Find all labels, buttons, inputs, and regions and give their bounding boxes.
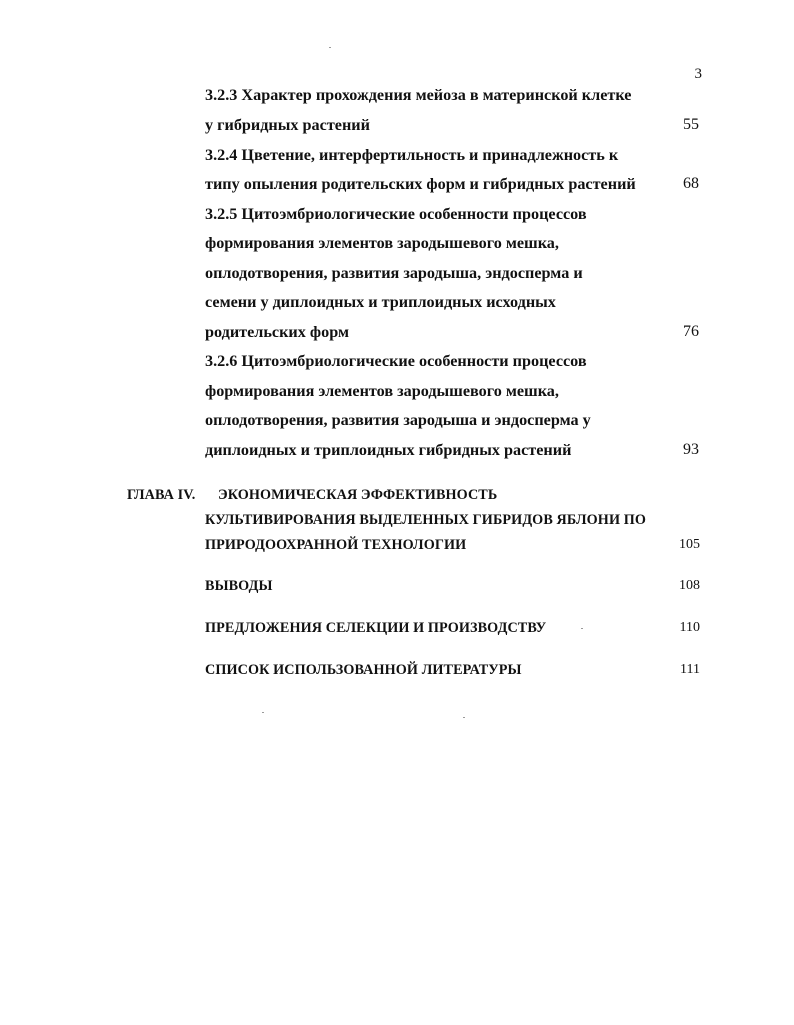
toc-page-ref: 76 [683, 323, 699, 340]
toc-line: оплодотворения, развития зародыша и эндосперма у [205, 411, 591, 429]
toc-line: семени у диплоидных и триплоидных исходных [205, 293, 556, 311]
scan-speck [329, 47, 331, 48]
toc-line: типу опыления родительских форм и гибридных растений [205, 175, 636, 193]
toc-line: 3.2.5 Цитоэмбриологические особенности процессов [205, 205, 587, 223]
toc-page-ref: 105 [679, 537, 700, 552]
scan-speck [262, 712, 264, 713]
toc-line: 3.2.6 Цитоэмбриологические особенности процессов [205, 352, 587, 370]
chapter-label: ГЛАВА IV. [127, 487, 196, 503]
toc-page-ref: 110 [679, 620, 700, 635]
toc-line: 3.2.3 Характер прохождения мейоза в материнской клетке [205, 86, 632, 104]
scan-speck [463, 717, 465, 718]
scan-speck [581, 628, 583, 629]
toc-page-ref: 111 [680, 662, 700, 677]
toc-entry-proposals: ПРЕДЛОЖЕНИЯ СЕЛЕКЦИИ И ПРОИЗВОДСТВУ [205, 620, 547, 636]
chapter-title-line: КУЛЬТИВИРОВАНИЯ ВЫДЕЛЕННЫХ ГИБРИДОВ ЯБЛОНИ ПО [205, 512, 646, 528]
toc-line: оплодотворения, развития зародыша, эндосперма и [205, 264, 583, 282]
toc-line: у гибридных растений [205, 116, 370, 134]
toc-entry-conclusions: ВЫВОДЫ [205, 578, 273, 594]
toc-page-ref: 68 [683, 175, 699, 192]
toc-entry-references: СПИСОК ИСПОЛЬЗОВАННОЙ ЛИТЕРАТУРЫ [205, 662, 522, 678]
toc-line: 3.2.4 Цветение, интерфертильность и принадлежность к [205, 146, 619, 164]
toc-page-ref: 108 [679, 578, 700, 593]
toc-page-ref: 93 [683, 441, 699, 458]
toc-line: диплоидных и триплоидных гибридных растений [205, 441, 572, 459]
toc-line: формирования элементов зародышевого мешка, [205, 234, 559, 252]
page-number: 3 [694, 66, 702, 82]
toc-page-ref: 55 [683, 116, 699, 133]
chapter-title-line: ЭКОНОМИЧЕСКАЯ ЭФФЕКТИВНОСТЬ [218, 487, 498, 503]
toc-line: родительских форм [205, 323, 349, 341]
toc-line: формирования элементов зародышевого мешка, [205, 382, 559, 400]
chapter-title-line: ПРИРОДООХРАННОЙ ТЕХНОЛОГИИ [205, 537, 467, 553]
